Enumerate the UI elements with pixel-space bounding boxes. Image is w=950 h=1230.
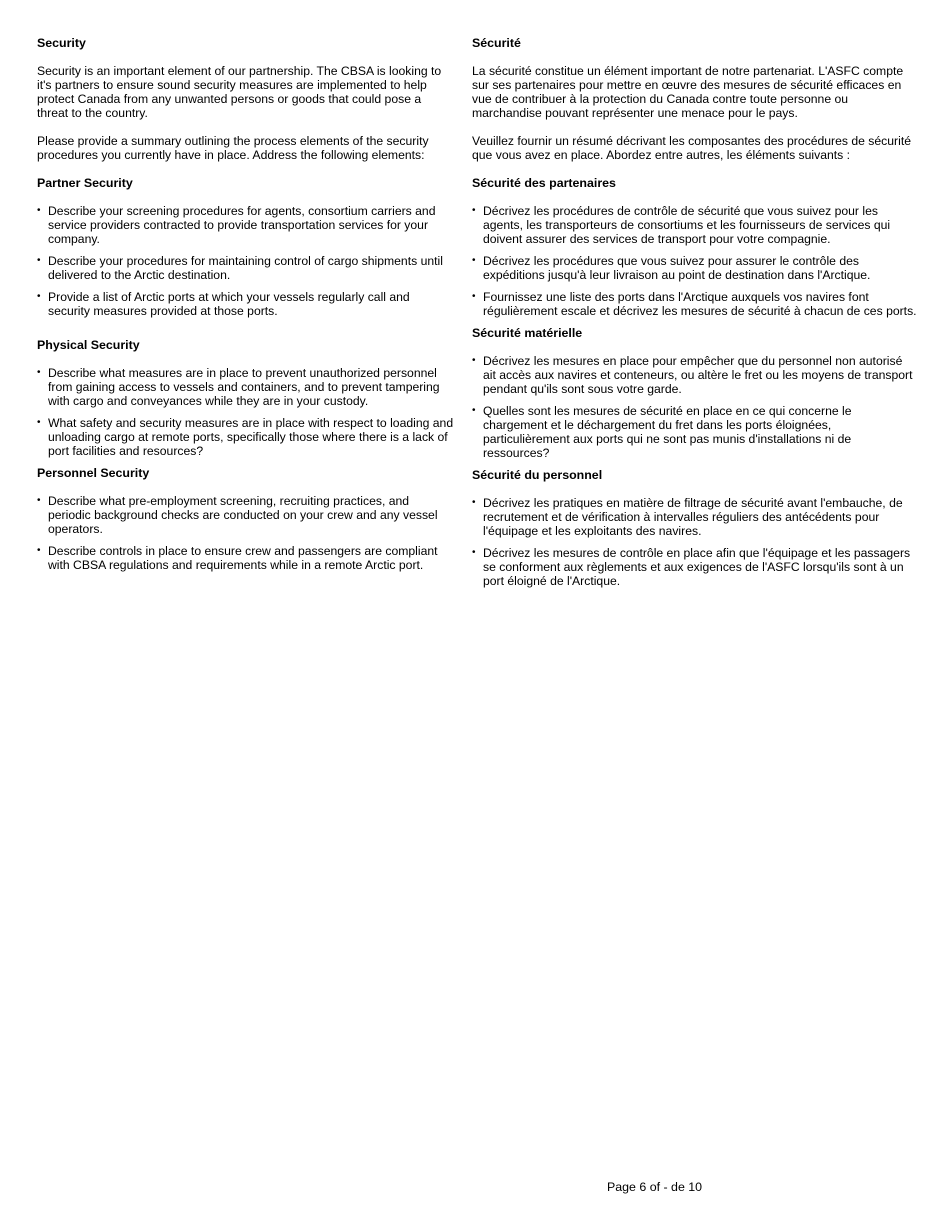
bullet-icon: • [472,205,476,216]
bullet-icon: • [472,405,476,416]
bullet-icon: • [37,417,41,428]
list-item-text: Décrivez les pratiques en matière de filtrage de sécurité avant l'embauche, de recrutement et de vérification à intervalles réguliers des antécédents pour l'équipage et les exploitants des navires. [483,496,903,538]
list-item [37,254,455,282]
physical-security-list [37,366,455,458]
bullet-icon: • [37,495,41,506]
bullet-icon: • [37,291,41,302]
bullet-icon: • [472,255,476,266]
list-item [37,290,455,318]
list-item-text: Fournissez une liste des ports dans l'Arctique auxquels vos navires font régulièrement escale et décrivez les mesures de sécurité à chacun de ces ports. [483,290,917,318]
intro-paragraph: Security is an important element of our partnership. The CBSA is looking to it's partners to ensure sound security measures are implemented to help protect Canada from any unwanted persons or goods that could pose a threat to the country. [37,64,442,120]
list-item-text: Décrivez les mesures de contrôle en place afin que l'équipage et les passagers se conforment aux règlements et aux exigences de l'ASFC lorsqu'ils sont à un port éloigné de l'Arctique. [483,546,911,588]
list-item-text: Describe controls in place to ensure crew and passengers are compliant with CBSA regulations and requirements while in a remote Arctic port. [48,544,438,572]
bullet-icon: • [472,547,476,558]
securite-materielle-list [472,354,917,460]
partner-security-list [37,204,455,318]
list-item [472,204,917,246]
list-item-text: Décrivez les procédures que vous suivez pour assurer le contrôle des expéditions jusqu'à leur livraison au point de destination dans l'Arctique. [483,254,871,282]
section-title: Security [37,36,86,50]
bullet-icon: • [37,205,41,216]
securite-personnel-list [472,496,917,588]
list-item [37,494,455,536]
list-item [37,366,455,408]
subheading-securite-partenaires: Sécurité des partenaires [472,176,616,190]
subheading-securite-materielle: Sécurité matérielle [472,326,583,340]
list-item [37,204,455,246]
list-item [472,404,917,460]
list-item-text: Décrivez les mesures en place pour empêcher que du personnel non autorisé ait accès aux navires et conteneurs, ou altère le fret ou les moyens de transport pendant qu'ils sont sous votre garde. [483,354,913,396]
bullet-icon: • [37,255,41,266]
list-item [472,290,917,318]
list-item-text: Provide a list of Arctic ports at which your vessels regularly call and security measures provided at those ports. [48,290,410,318]
list-item-text: Describe what pre-employment screening, recruiting practices, and periodic background checks are conducted on your crew and any vessel operators. [48,494,438,536]
personnel-security-list [37,494,455,572]
list-item-text: Describe your screening procedures for agents, consortium carriers and service providers contracted to provide transportation services for your company. [48,204,436,246]
list-item-text: What safety and security measures are in place with respect to loading and unloading cargo at remote ports, specifically those where there is a lack of port facilities and resources? [48,416,454,458]
subheading-personnel-security: Personnel Security [37,466,150,480]
bullet-icon: • [472,497,476,508]
securite-partenaires-list [472,204,917,318]
list-item-text: Quelles sont les mesures de sécurité en place en ce qui concerne le chargement et le déchargement du fret dans les ports éloignées, particulièrement aux ports qui ne sont pas munis d'installations ni de ressources? [483,404,852,460]
list-item [472,496,917,538]
list-item [472,546,917,588]
bullet-icon: • [472,291,476,302]
english-column [37,36,455,580]
instruction-paragraph: Please provide a summary outlining the process elements of the security procedures you currently have in place. Address the following elements: [37,134,429,162]
subheading-partner-security: Partner Security [37,176,133,190]
intro-paragraph: La sécurité constitue un élément important de notre partenariat. L'ASFC compte sur ses partenaires pour mettre en œuvre des mesures de sécurité efficaces en vue de contribuer à la protection du Canada contre toute personne ou marchandise pouvant représenter une menace pour le pays. [472,64,904,120]
list-item-text: Describe your procedures for maintaining control of cargo shipments until delivered to the Arctic destination. [48,254,443,282]
french-column [472,36,917,596]
list-item-text: Décrivez les procédures de contrôle de sécurité que vous suivez pour les agents, les transporteurs de consortiums et les fournisseurs de services qui doivent assurer des services de transport pour votre compagnie. [483,204,891,246]
bullet-icon: • [37,545,41,556]
list-item-text: Describe what measures are in place to prevent unauthorized personnel from gaining access to vessels and containers, and to prevent tampering with cargo and conveyances while they are in your custody. [48,366,440,408]
list-item [472,354,917,396]
list-item [37,416,455,458]
bullet-icon: • [37,367,41,378]
list-item [37,544,455,572]
list-item [472,254,917,282]
subheading-physical-security: Physical Security [37,338,140,352]
instruction-paragraph: Veuillez fournir un résumé décrivant les composantes des procédures de sécurité que vous avez en place. Abordez entre autres, les éléments suivants : [472,134,911,162]
page-number: Page 6 of - de 10 [607,1180,703,1194]
section-title: Sécurité [472,36,521,50]
bullet-icon: • [472,355,476,366]
subheading-securite-personnel: Sécurité du personnel [472,468,603,482]
